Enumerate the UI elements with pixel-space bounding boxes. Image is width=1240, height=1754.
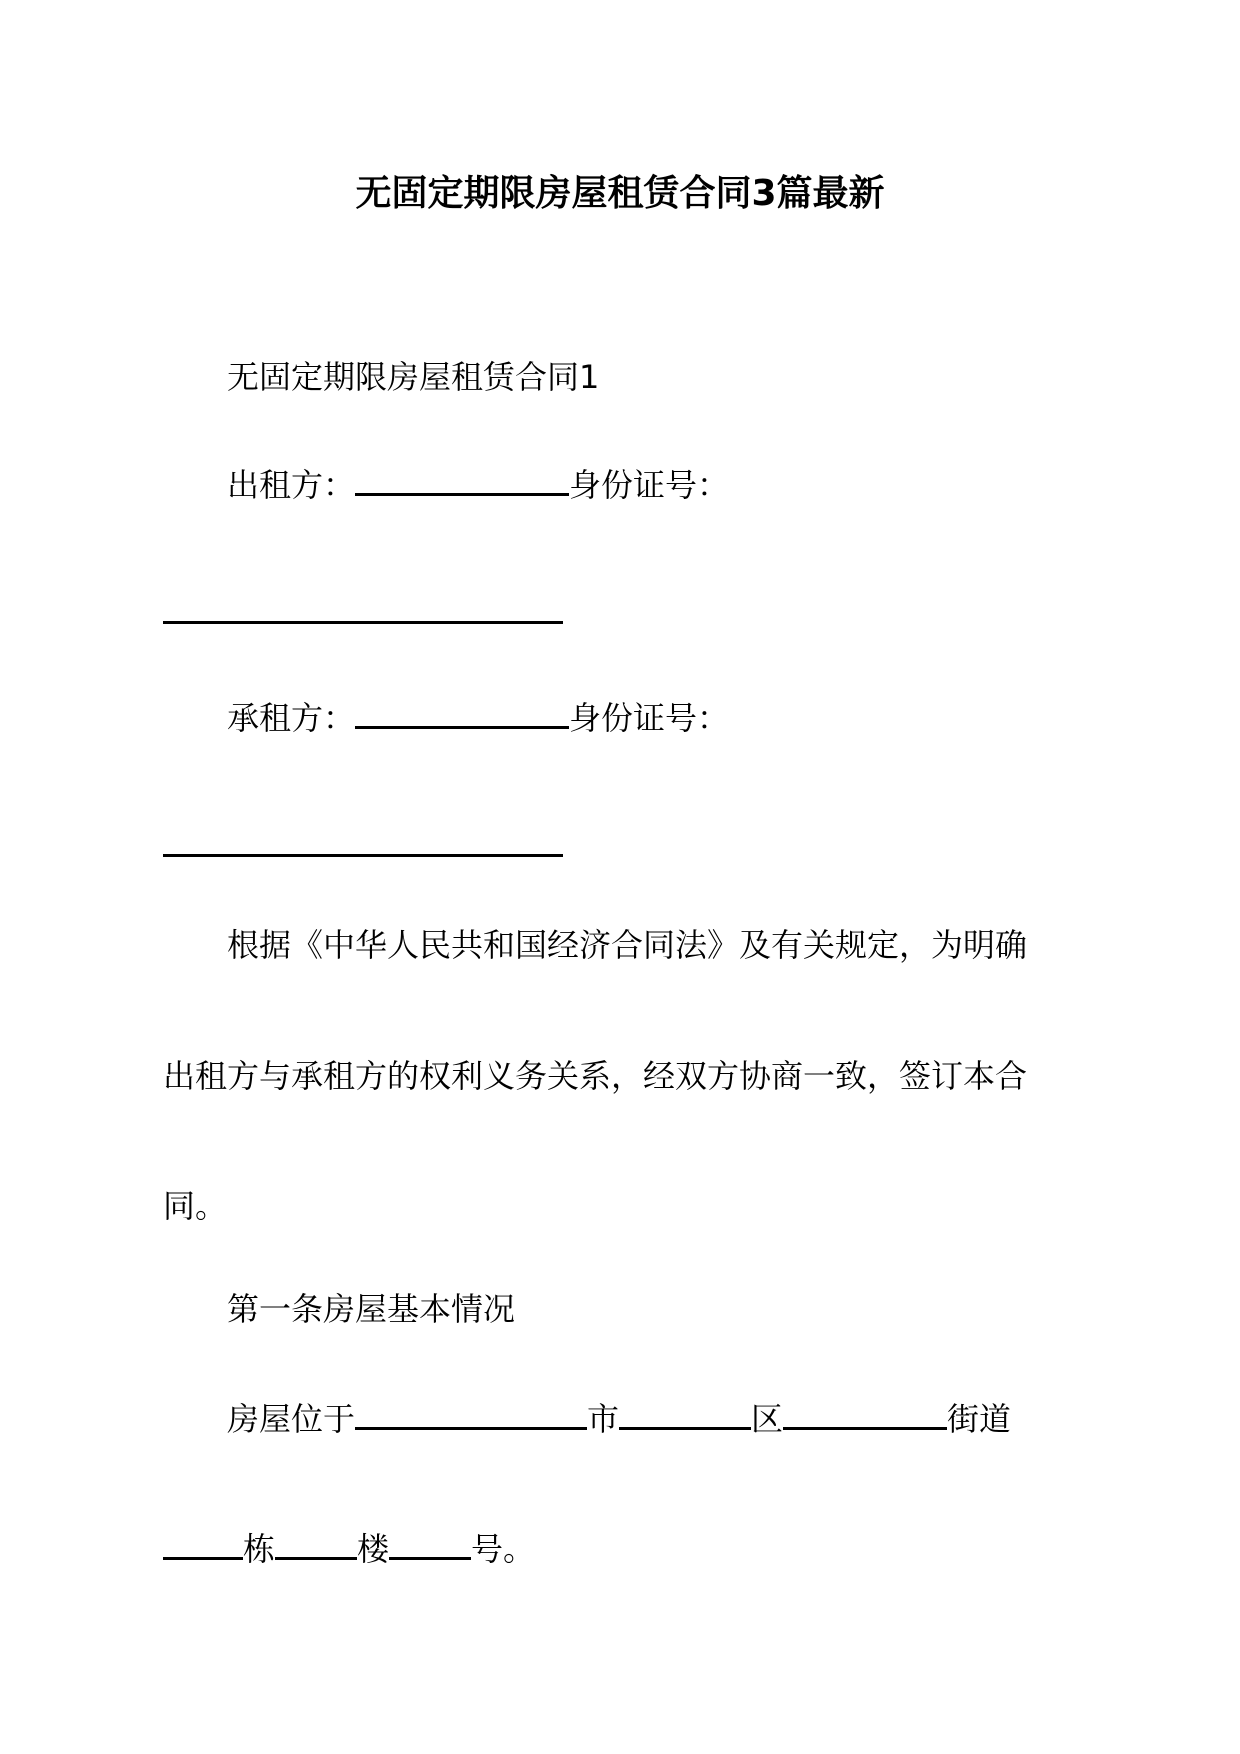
street-label: 街道 (947, 1400, 1012, 1438)
city-label: 市 (587, 1400, 620, 1438)
preamble-line-1: 根据《中华人民共和国经济合同法》及有关规定，为明确 (227, 926, 1028, 964)
district-label: 区 (751, 1400, 784, 1438)
location-row (227, 1391, 1011, 1441)
lessee-id-label: 身份证号： (569, 699, 730, 737)
document-title: 无固定期限房屋租赁合同3篇最新 (355, 173, 885, 214)
lessor-name-blank[interactable] (355, 457, 569, 496)
building-label: 栋 (243, 1530, 276, 1568)
section-heading: 无固定期限房屋租赁合同1 (227, 358, 600, 396)
floor-label: 楼 (357, 1530, 390, 1568)
building-blank[interactable] (163, 1521, 243, 1560)
lessee-id-blank[interactable] (163, 854, 563, 857)
number-blank[interactable] (389, 1521, 471, 1560)
floor-blank[interactable] (275, 1521, 357, 1560)
lessor-id-blank[interactable] (163, 621, 563, 624)
preamble-line-3: 同。 (163, 1187, 228, 1225)
lessor-row (227, 457, 729, 507)
article-1-heading: 第一条房屋基本情况 (227, 1290, 516, 1328)
lessor-id-label: 身份证号： (569, 466, 730, 504)
lessee-row (227, 690, 729, 740)
street-blank[interactable] (783, 1391, 947, 1430)
number-label: 号。 (471, 1530, 536, 1568)
district-blank[interactable] (619, 1391, 751, 1430)
lessee-label: 承租方： (227, 699, 356, 737)
lessor-label: 出租方： (227, 466, 356, 504)
city-blank[interactable] (355, 1391, 587, 1430)
location-prefix: 房屋位于 (227, 1400, 356, 1438)
preamble-line-2: 出租方与承租方的权利义务关系，经双方协商一致，签订本合 (163, 1057, 1028, 1095)
lessee-name-blank[interactable] (355, 690, 569, 729)
building-row (163, 1521, 535, 1571)
